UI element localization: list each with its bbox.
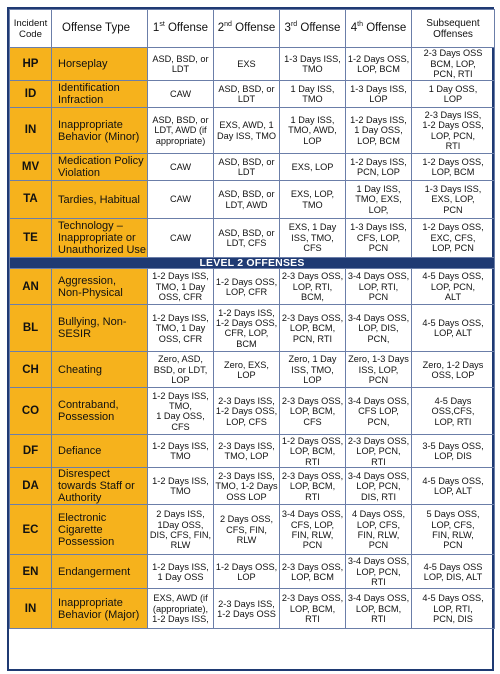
subsequent-offense-consequence: 4-5 Days OSS LOP, DIS, ALT (412, 555, 495, 589)
header-second-offense: 2nd Offense (214, 10, 280, 48)
offense-4-consequence: 1-3 Days ISS, CFS, LOP, PCN (346, 219, 412, 258)
offense-2-consequence: 2-3 Days ISS, 1-2 Days OSS, LOP, CFS (214, 388, 280, 435)
offense-2-consequence: 2-3 Days ISS, TMO, 1-2 Days OSS LOP (214, 468, 280, 505)
table-row (10, 48, 495, 81)
offense-1-consequence: ASD, BSD, or LDT (148, 48, 214, 81)
offense-3-consequence: 2-3 Days OSS, LOP, BCM, CFS (280, 388, 346, 435)
offense-1-consequence: 2 Days ISS, 1Day OSS, DIS, CFS, FIN, RLW (148, 505, 214, 555)
discipline-matrix (7, 7, 494, 671)
offense-type: Endangerment (52, 555, 148, 589)
offense-1-consequence: ASD, BSD, or LDT, AWD (if appropriate) (148, 108, 214, 154)
offense-3-consequence: EXS, LOP (280, 154, 346, 181)
incident-code: BL (10, 305, 52, 352)
offense-4-consequence: 2-3 Days OSS, LOP, PCN, RTI (346, 435, 412, 468)
offense-type: Tardies, Habitual (52, 181, 148, 219)
offense-1-consequence: CAW (148, 154, 214, 181)
subsequent-offense-consequence: 2-3 Days OSS BCM, LOP, PCN, RTI (412, 48, 495, 81)
table-body (10, 48, 495, 629)
offense-type: Identification Infraction (52, 81, 148, 108)
offense-3-consequence: 1 Day ISS, TMO, AWD, LOP (280, 108, 346, 154)
level-2-heading: LEVEL 2 OFFENSES (10, 258, 495, 269)
header-incident-code: Incident Code (10, 10, 52, 48)
table-row (10, 305, 495, 352)
offense-2-consequence: Zero, EXS, LOP (214, 352, 280, 388)
offense-1-consequence: CAW (148, 219, 214, 258)
header-third-offense: 3rd Offense (280, 10, 346, 48)
subsequent-offense-consequence: 1-2 Days OSS, EXC, CFS, LOP, PCN (412, 219, 495, 258)
offense-type: Inappropriate Behavior (Major) (52, 589, 148, 629)
table-row (10, 505, 495, 555)
offense-3-consequence: 1-2 Days OSS, LOP, BCM, RTI (280, 435, 346, 468)
subsequent-offense-consequence: 5 Days OSS, LOP, CFS, FIN, RLW, PCN (412, 505, 495, 555)
header-row (10, 10, 495, 48)
level-2-divider-row (10, 258, 495, 269)
offense-3-consequence: 3-4 Days OSS, CFS, LOP, FIN, RLW, PCN (280, 505, 346, 555)
offense-3-consequence: EXS, 1 Day ISS, TMO, CFS (280, 219, 346, 258)
offense-2-consequence: EXS, AWD, 1 Day ISS, TMO (214, 108, 280, 154)
offense-type: Horseplay (52, 48, 148, 81)
table-row (10, 154, 495, 181)
offense-1-consequence: CAW (148, 81, 214, 108)
offense-2-consequence: 1-2 Days OSS, LOP, CFR (214, 269, 280, 305)
offense-2-consequence: ASD, BSD, or LDT (214, 81, 280, 108)
offense-2-consequence: 1-2 Days ISS, 1-2 Days OSS, CFR, LOP, BCM (214, 305, 280, 352)
table-row (10, 219, 495, 258)
offense-3-consequence: 2-3 Days OSS, LOP, BCM, RTI (280, 468, 346, 505)
offense-2-consequence: EXS (214, 48, 280, 81)
offense-1-consequence: 1-2 Days ISS, TMO, 1 Day OSS, CFS (148, 388, 214, 435)
offense-4-consequence: 3-4 Days OSS, LOP, RTI, PCN (346, 269, 412, 305)
table-row (10, 388, 495, 435)
offense-2-consequence: ASD, BSD, or LDT, CFS (214, 219, 280, 258)
subsequent-offense-consequence: 2-3 Days ISS, 1-2 Days OSS, LOP, PCN, RTI (412, 108, 495, 154)
subsequent-offense-consequence: 1-2 Days OSS, LOP, BCM (412, 154, 495, 181)
offense-type: Technology – Inappropriate or Unauthorized Use (52, 219, 148, 258)
offense-1-consequence: 1-2 Days ISS, TMO, 1 Day OSS, CFR (148, 305, 214, 352)
offense-3-consequence: Zero, 1 Day ISS, TMO, LOP (280, 352, 346, 388)
subsequent-offense-consequence: 3-5 Days OSS, LOP, DIS (412, 435, 495, 468)
subsequent-offense-consequence: 1 Day OSS, LOP (412, 81, 495, 108)
table-row (10, 181, 495, 219)
table-row (10, 468, 495, 505)
offense-4-consequence: 3-4 Days OSS, LOP, DIS, PCN, (346, 305, 412, 352)
offense-type: Inappropriate Behavior (Minor) (52, 108, 148, 154)
offense-4-consequence: 3-4 Days OSS, CFS LOP, PCN, (346, 388, 412, 435)
offense-type: Cheating (52, 352, 148, 388)
offense-type: Contraband, Possession (52, 388, 148, 435)
subsequent-offense-consequence: 4-5 Days OSS, LOP, PCN, ALT (412, 269, 495, 305)
offense-4-consequence: 3-4 Days OSS, LOP, PCN, DIS, RTI (346, 468, 412, 505)
offense-3-consequence: 2-3 Days OSS, LOP, RTI, BCM, (280, 269, 346, 305)
incident-code: HP (10, 48, 52, 81)
offense-type: Disrespect towards Staff or Authority (52, 468, 148, 505)
table-row (10, 81, 495, 108)
offense-1-consequence: EXS, AWD (if (appropriate), 1-2 Days ISS, (148, 589, 214, 629)
offense-1-consequence: 1-2 Days ISS, TMO (148, 435, 214, 468)
offense-type: Aggression, Non-Physical (52, 269, 148, 305)
offense-4-consequence: 3-4 Days OSS, LOP, PCN, RTI (346, 555, 412, 589)
incident-code: IN (10, 589, 52, 629)
incident-code: EN (10, 555, 52, 589)
incident-code: TA (10, 181, 52, 219)
incident-code: EC (10, 505, 52, 555)
incident-code: TE (10, 219, 52, 258)
offense-2-consequence: 2 Days OSS, CFS, FIN, RLW (214, 505, 280, 555)
table-row (10, 555, 495, 589)
header-subsequent-offenses: Subsequent Offenses (412, 10, 495, 48)
subsequent-offense-consequence: 4-5 Days OSS, LOP, ALT (412, 305, 495, 352)
incident-code: CO (10, 388, 52, 435)
offense-1-consequence: 1-2 Days ISS, 1 Day OSS (148, 555, 214, 589)
offense-1-consequence: 1-2 Days ISS, TMO (148, 468, 214, 505)
offense-4-consequence: Zero, 1-3 Days ISS, LOP, PCN (346, 352, 412, 388)
offense-4-consequence: 1-2 Days OSS, LOP, BCM (346, 48, 412, 81)
offense-table (9, 9, 495, 629)
subsequent-offense-consequence: Zero, 1-2 Days OSS, LOP (412, 352, 495, 388)
incident-code: ID (10, 81, 52, 108)
subsequent-offense-consequence: 4-5 Days OSS, LOP, ALT (412, 468, 495, 505)
offense-type: Defiance (52, 435, 148, 468)
offense-2-consequence: ASD, BSD, or LDT (214, 154, 280, 181)
incident-code: AN (10, 269, 52, 305)
offense-2-consequence: ASD, BSD, or LDT, AWD (214, 181, 280, 219)
offense-4-consequence: 1-2 Days ISS, 1 Day OSS, LOP, BCM (346, 108, 412, 154)
header-offense-type: Offense Type (52, 10, 148, 48)
offense-3-consequence: 1-3 Days ISS, TMO (280, 48, 346, 81)
offense-3-consequence: 2-3 Days OSS, LOP, BCM (280, 555, 346, 589)
offense-4-consequence: 1-3 Days ISS, LOP (346, 81, 412, 108)
offense-1-consequence: CAW (148, 181, 214, 219)
table-row (10, 352, 495, 388)
subsequent-offense-consequence: 4-5 Days OSS,CFS, LOP, RTI (412, 388, 495, 435)
table-row (10, 589, 495, 629)
incident-code: CH (10, 352, 52, 388)
offense-1-consequence: 1-2 Days ISS, TMO, 1 Day OSS, CFR (148, 269, 214, 305)
header-first-offense: 1st Offense (148, 10, 214, 48)
offense-3-consequence: EXS, LOP, TMO (280, 181, 346, 219)
offense-4-consequence: 1 Day ISS, TMO, EXS, LOP, (346, 181, 412, 219)
offense-1-consequence: Zero, ASD, BSD, or LDT, LOP (148, 352, 214, 388)
offense-4-consequence: 1-2 Days ISS, PCN, LOP (346, 154, 412, 181)
offense-type: Bullying, Non- SESIR (52, 305, 148, 352)
incident-code: DF (10, 435, 52, 468)
offense-3-consequence: 2-3 Days OSS, LOP, BCM, RTI (280, 589, 346, 629)
table-row (10, 435, 495, 468)
table-row (10, 269, 495, 305)
incident-code: IN (10, 108, 52, 154)
table-row (10, 108, 495, 154)
offense-type: Medication Policy Violation (52, 154, 148, 181)
offense-3-consequence: 2-3 Days OSS, LOP, BCM, PCN, RTI (280, 305, 346, 352)
offense-2-consequence: 2-3 Days ISS, TMO, LOP (214, 435, 280, 468)
offense-type: Electronic Cigarette Possession (52, 505, 148, 555)
offense-2-consequence: 1-2 Days OSS, LOP (214, 555, 280, 589)
header-fourth-offense: 4th Offense (346, 10, 412, 48)
incident-code: DA (10, 468, 52, 505)
subsequent-offense-consequence: 1-3 Days ISS, EXS, LOP, PCN (412, 181, 495, 219)
offense-3-consequence: 1 Day ISS, TMO (280, 81, 346, 108)
incident-code: MV (10, 154, 52, 181)
offense-4-consequence: 3-4 Days OSS, LOP, BCM, RTI (346, 589, 412, 629)
offense-4-consequence: 4 Days OSS, LOP, CFS, FIN, RLW, PCN (346, 505, 412, 555)
offense-2-consequence: 2-3 Days ISS, 1-2 Days OSS (214, 589, 280, 629)
subsequent-offense-consequence: 4-5 Days OSS, LOP, RTI, PCN, DIS (412, 589, 495, 629)
